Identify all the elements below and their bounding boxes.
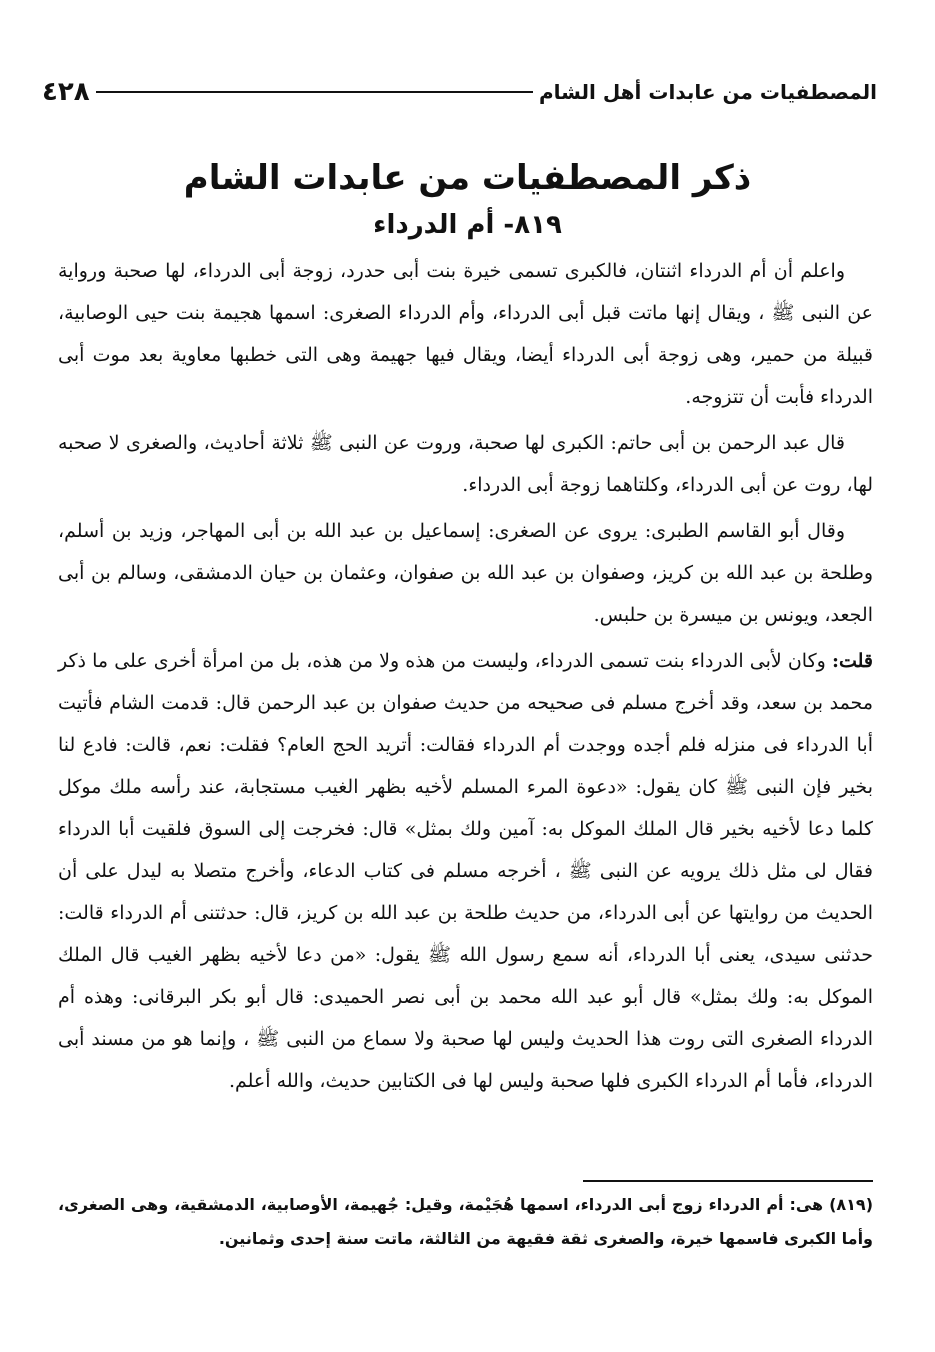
qult-label: قلت: xyxy=(831,650,873,672)
paragraph-qult xyxy=(58,640,873,1102)
running-header xyxy=(28,72,887,112)
entry-title: ٨١٩- أم الدرداء xyxy=(373,210,562,240)
paragraph-ibn-abi-hatim: قال عبد الرحمن بن أبى حاتم: الكبرى لها صحبة، وروت عن النبى ﷺ ثلاثة أحاديث، والصغرى لا صحبه لها، روت عن أبى الدرداء، وكلتاهما زوجة أبى الدرداء. xyxy=(58,432,873,496)
paragraph-tabari: وقال أبو القاسم الطبرى: يروى عن الصغرى: إسماعيل بن عبد الله بن أبى المهاجر، وزيد بن أسلم، وطلحة بن عبد الله بن كريز، وصفوان بن عبد الله بن صفوان، وعثمان بن حيان الدمشقى، وسالم بن أبى الجعد، ويونس بن ميسرة بن حلبس. xyxy=(58,520,873,626)
chapter-title: ذكر المصطفيات من عابدات الشام xyxy=(183,158,752,198)
running-title: المصطفيات من عابدات أهل الشام xyxy=(538,80,877,104)
body-text xyxy=(58,250,873,1106)
footnote-rule xyxy=(583,1180,873,1182)
footnote: (٨١٩) هى: أم الدرداء زوج أبى الدرداء، اسمها هُجَيْمة، وقيل: جُهيمة، الأوصابية، الدمشقية، وهى الصغرى، وأما الكبرى فاسمها خيرة، والصغرى ثقة فقيهة من الثالثة، ماتت سنة إحدى وثمانين. xyxy=(58,1195,873,1248)
paragraph-intro: واعلم أن أم الدرداء اثنتان، فالكبرى تسمى خيرة بنت أبى حدرد، زوجة أبى الدرداء، لها صحبة ورواية عن النبى ﷺ ، ويقال إنها ماتت قبل أبى الدرداء، وأم الدرداء الصغرى: اسمها هجيمة بنت حيى الوصابية، قبيلة من حمير، وهى زوجة أبى الدرداء أيضا، ويقال فيها جهيمة وهى التى خطبها معاوية بعد موت أبى الدرداء فأبت أن تتزوجه. xyxy=(58,260,873,408)
qult-text: وكان لأبى الدرداء بنت تسمى الدرداء، وليست من هذه ولا من هذه، بل من امرأة أخرى على ما ذكر محمد بن سعد، وقد أخرج مسلم فى صحيحه من حديث صفوان بن عبد الرحمن قال: قدمت الشام فأتيت أبا الدرداء فى منزله فلم أجده ووجدت أم الدرداء فقالت: أتريد الحج العام؟ فقلت: نعم، قالت: فادع لنا بخير فإن النبى ﷺ كان يقول: «دعوة المرء المسلم لأخيه بظهر الغيب مستجابة، عند رأسه ملك موكل كلما دعا لأخيه بخير قال الملك الموكل به: آمين ولك بمثل» قال: فخرجت إلى السوق فلقيت أبا الدرداء فقال لى مثل ذلك يرويه عن النبى ﷺ ، أخرجه مسلم فى كتاب الدعاء، وأخرج متصلا به ليدل على أن الحديث من روايتها عن أبى الدرداء، من حديث طلحة بن عبد الله بن كريز، قال: حدثتنى أم الدرداء قالت: حدثنى سيدى، يعنى أبا الدرداء، أنه سمع رسول الله ﷺ يقول: «من دعا لأخيه بظهر الغيب قال الملك الموكل به: ولك بمثل» قال أبو عبد الله محمد بن أبى نصر الحميدى: قال أبو بكر البرقانى: وهذه أم الدرداء الصغرى التى روت هذا الحديث وليس لها صحبة ولا سماع من النبى ﷺ ، وإنما هو من مسند أبى الدرداء، فأما أم الدرداء الكبرى فلها صحبة وليس لها فى الكتابين حديث، والله أعلم. xyxy=(58,650,873,1092)
header-rule xyxy=(96,91,533,93)
page-number: ٤٢٨ xyxy=(42,77,90,107)
